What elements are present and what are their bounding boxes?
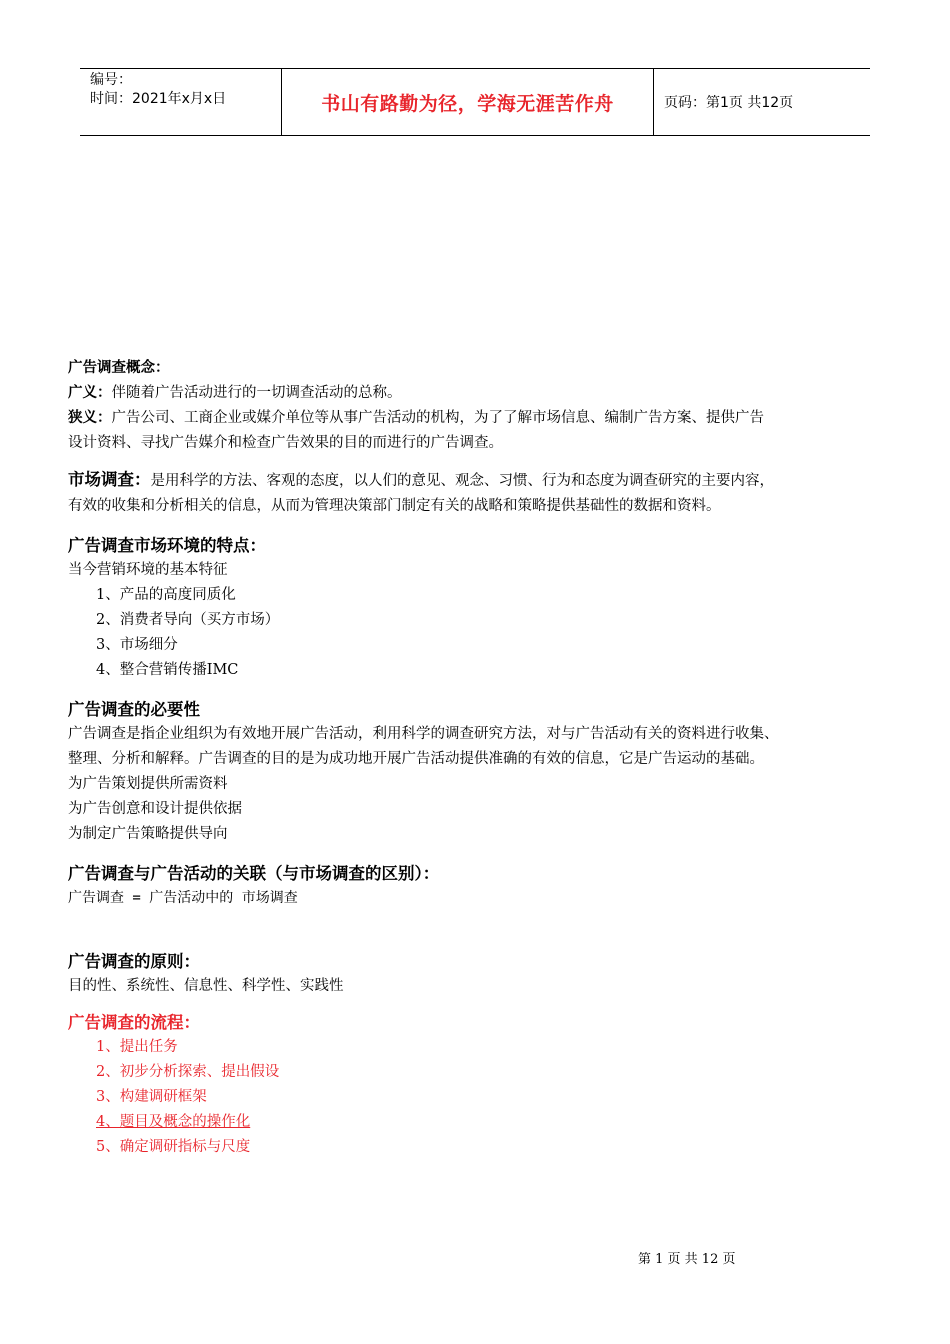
relation-title: 广告调查与广告活动的关联（与市场调查的区别）： xyxy=(68,864,440,883)
relation-text: 广告调查 = 广告活动中的 市场调查 xyxy=(68,890,298,906)
concept-narrow xyxy=(68,406,898,431)
principles-text: 目的性、系统性、信息性、科学性、实践性 xyxy=(68,978,344,994)
number-label: 编号： xyxy=(90,72,132,88)
necessity-point: 为制定广告策略提供导向 xyxy=(68,826,228,842)
necessity-point: 为广告策划提供所需资料 xyxy=(68,776,228,792)
header-motto-cell xyxy=(281,69,654,135)
time-label: 时间：2021年x月x日 xyxy=(90,91,227,107)
header-page-cell xyxy=(654,69,870,135)
principles-title: 广告调查的原则： xyxy=(68,952,200,971)
document-body xyxy=(68,356,898,1160)
narrow-text-2: 设计资料、寻找广告媒介和检查广告效果的目的而进行的广告调查。 xyxy=(68,435,503,451)
necessity-text-1: 广告调查是指企业组织为有效地开展广告活动，利用科学的调查研究方法，对与广告活动有关的资料进行收集、 xyxy=(68,726,779,742)
necessity-title: 广告调查的必要性 xyxy=(68,700,200,719)
page-label: 页码：第1页 共12页 xyxy=(664,95,794,111)
environment-item: 2、消费者导向（买方市场） xyxy=(96,612,280,628)
market-label: 市场调查： xyxy=(68,470,151,489)
concept-title: 广告调查概念： xyxy=(68,360,170,376)
market-text-2: 有效的收集和分析相关的信息，从而为管理决策部门制定有关的战略和策略提供基础性的数据和资料。 xyxy=(68,498,721,514)
motto: 书山有路勤为径，学海无涯苦作舟 xyxy=(321,92,614,115)
process-item: 2、初步分析探索、提出假设 xyxy=(96,1064,280,1080)
broad-label: 广义： xyxy=(68,385,112,401)
environment-item: 4、整合营销传播IMC xyxy=(96,662,239,678)
process-title: 广告调查的流程： xyxy=(68,1013,200,1032)
environment-title: 广告调查市场环境的特点： xyxy=(68,536,266,555)
process-item: 5、确定调研指标与尺度 xyxy=(96,1139,251,1155)
environment-item: 1、产品的高度同质化 xyxy=(96,587,236,603)
broad-text: 伴随着广告活动进行的一切调查活动的总称。 xyxy=(111,385,402,401)
process-item: 1、提出任务 xyxy=(96,1039,178,1055)
environment-item: 3、市场细分 xyxy=(96,637,178,653)
environment-intro: 当今营销环境的基本特征 xyxy=(68,562,228,578)
page-footer: 第 1 页 共 12 页 xyxy=(638,1252,736,1267)
necessity-point: 为广告创意和设计提供依据 xyxy=(68,801,242,817)
narrow-text-1: 广告公司、工商企业或媒介单位等从事广告活动的机构，为了了解市场信息、编制广告方案、提供广告 xyxy=(111,410,764,426)
narrow-label: 狭义： xyxy=(68,410,112,426)
header-table xyxy=(80,68,870,136)
process-item-underlined: 4、题目及概念的操作化 xyxy=(96,1114,251,1130)
market-text-1: 是用科学的方法、客观的态度，以人们的意见、观念、习惯、行为和态度为调查研究的主要内容， xyxy=(150,473,774,489)
process-item: 3、构建调研框架 xyxy=(96,1089,207,1105)
concept-broad xyxy=(68,381,898,406)
process-item xyxy=(68,1110,898,1135)
necessity-text-2: 整理、分析和解释。广告调查的目的是为成功地开展广告活动提供准确的有效的信息，它是广告运动的基础。 xyxy=(68,751,764,767)
market-line-1 xyxy=(68,467,898,494)
header-left-cell xyxy=(80,69,281,135)
